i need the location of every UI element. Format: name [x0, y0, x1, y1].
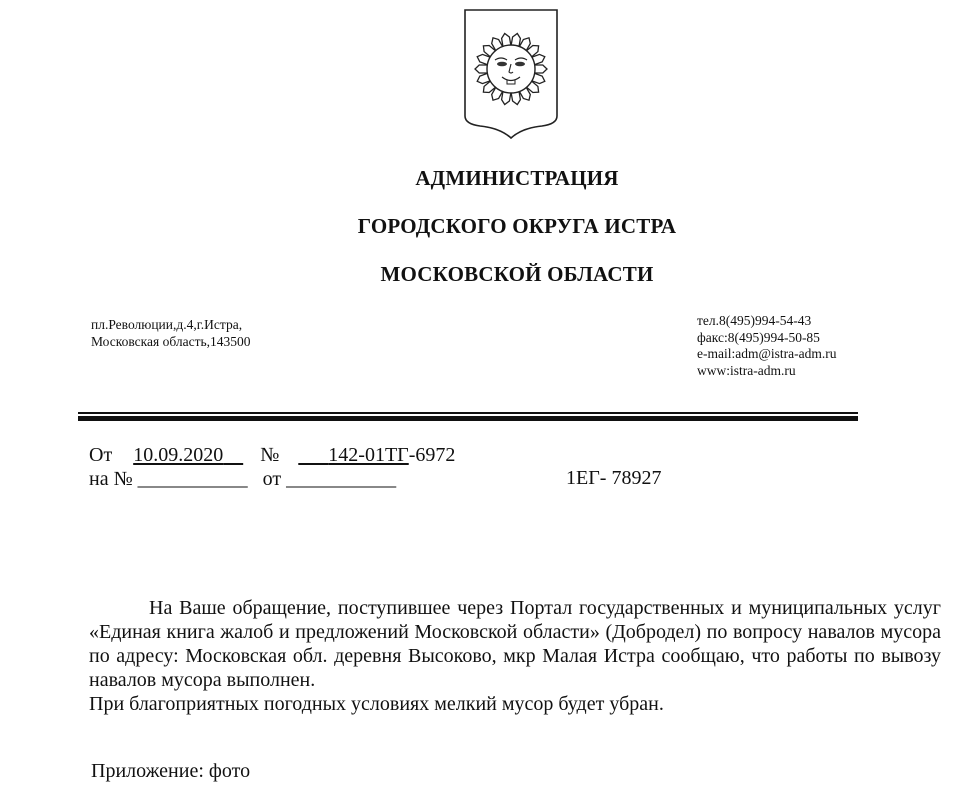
- outgoing-number-prefix: 142-01ТГ: [328, 444, 409, 466]
- reply-date-blank: ___________: [286, 468, 397, 490]
- body-paragraph-2: При благоприятных погодных условиях мелкий мусор будет убран.: [89, 693, 664, 715]
- sun-coat-of-arms-icon: [462, 6, 560, 140]
- reply-from-label: от: [262, 468, 282, 490]
- website-text: www:istra-adm.ru: [697, 362, 796, 378]
- fax-text: факс:8(495)994-50-85: [697, 329, 820, 345]
- body-paragraph-1: На Ваше обращение, поступившее через Портал государственных и муниципальных услуг «Единая книга жалоб и предложений Московской области» (Добродел) по вопросу навалов мусора по адресу: Московская обл. деревня Высоково, мкр Малая Истра сообщаю, что работы по вывозу навалов мусора выполнен.: [89, 597, 941, 691]
- header-divider-thin: [78, 412, 858, 414]
- outgoing-number-suffix: -6972: [408, 444, 456, 466]
- attachment-note: Приложение: фото: [91, 760, 251, 782]
- contacts-block: [697, 313, 837, 379]
- header-line-region: МОСКОВСКОЙ ОБЛАСТИ: [380, 262, 654, 286]
- header-line-administration: АДМИНИСТРАЦИЯ: [415, 166, 619, 190]
- outgoing-reference-line: [89, 443, 455, 467]
- letter-body: [89, 596, 941, 716]
- reply-reference-line: [89, 467, 396, 491]
- header-line-district: ГОРОДСКОГО ОКРУГА ИСТРА: [357, 214, 677, 238]
- header-divider-thick: [78, 416, 858, 421]
- reply-number-blank: ___________: [137, 468, 248, 490]
- address-line-1: пл.Революции,д.4,г.Истра,: [91, 317, 243, 332]
- email-text: e-mail:adm@istra-adm.ru: [697, 346, 837, 361]
- from-label: От: [89, 444, 113, 466]
- phone-text: тел.8(495)994-54-43: [697, 313, 812, 328]
- address-block: [91, 317, 251, 350]
- number-label: №: [260, 444, 280, 466]
- incoming-code: 1ЕГ- 78927: [566, 467, 662, 489]
- outgoing-date: 10.09.2020: [133, 444, 224, 466]
- reply-number-label: на №: [89, 468, 133, 490]
- address-line-2: Московская область,143500: [91, 333, 251, 349]
